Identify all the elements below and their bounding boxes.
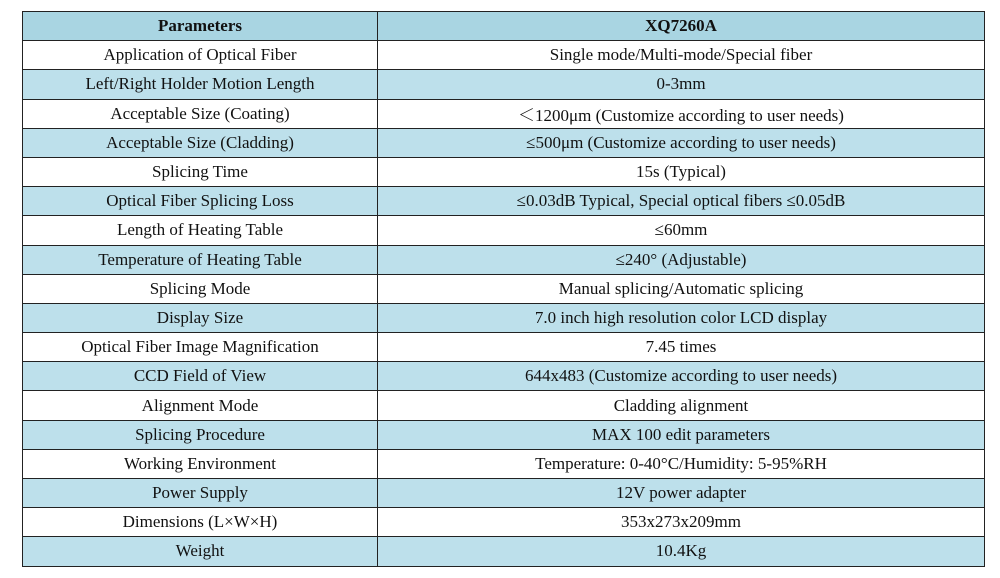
parameter-value: 7.0 inch high resolution color LCD display: [378, 303, 985, 332]
parameter-value: Temperature: 0-40°C/Humidity: 5-95%RH: [378, 449, 985, 478]
parameter-name: Temperature of Heating Table: [23, 245, 378, 274]
parameter-name: Splicing Procedure: [23, 420, 378, 449]
table-row: [23, 537, 985, 566]
parameter-value: ≤500μm (Customize according to user needs): [378, 128, 985, 157]
table-row: [23, 187, 985, 216]
parameter-name: Optical Fiber Image Magnification: [23, 333, 378, 362]
parameter-value: 15s (Typical): [378, 157, 985, 186]
table-row: [23, 99, 985, 128]
parameter-value: ≤0.03dB Typical, Special optical fibers ≤0.05dB: [378, 187, 985, 216]
table-row: [23, 449, 985, 478]
table-row: [23, 274, 985, 303]
parameter-value: ＜1200μm (Customize according to user needs): [378, 99, 985, 128]
parameter-value: MAX 100 edit parameters: [378, 420, 985, 449]
parameter-name: Dimensions (L×W×H): [23, 508, 378, 537]
table-row: [23, 303, 985, 332]
parameter-name: Application of Optical Fiber: [23, 41, 378, 70]
parameter-value: 7.45 times: [378, 333, 985, 362]
parameter-name: Display Size: [23, 303, 378, 332]
parameter-name: Splicing Mode: [23, 274, 378, 303]
parameter-name: Splicing Time: [23, 157, 378, 186]
table-row: [23, 333, 985, 362]
table-row: [23, 245, 985, 274]
parameter-name: Left/Right Holder Motion Length: [23, 70, 378, 99]
table-row: [23, 420, 985, 449]
parameter-value: Single mode/Multi-mode/Special fiber: [378, 41, 985, 70]
parameter-name: Length of Heating Table: [23, 216, 378, 245]
parameter-value: ≤60mm: [378, 216, 985, 245]
table-header-row: [23, 12, 985, 41]
table-row: [23, 391, 985, 420]
column-header-model: XQ7260A: [378, 12, 985, 41]
parameter-name: Acceptable Size (Coating): [23, 99, 378, 128]
column-header-parameters: Parameters: [23, 12, 378, 41]
spec-table-container: [22, 11, 985, 567]
parameter-name: Working Environment: [23, 449, 378, 478]
parameter-value: 10.4Kg: [378, 537, 985, 566]
parameter-name: Power Supply: [23, 479, 378, 508]
parameter-name: Optical Fiber Splicing Loss: [23, 187, 378, 216]
parameter-name: CCD Field of View: [23, 362, 378, 391]
table-row: [23, 216, 985, 245]
parameter-value: ≤240° (Adjustable): [378, 245, 985, 274]
spec-table: [22, 11, 985, 567]
table-row: [23, 128, 985, 157]
table-row: [23, 41, 985, 70]
table-row: [23, 479, 985, 508]
parameter-name: Weight: [23, 537, 378, 566]
parameter-value: Cladding alignment: [378, 391, 985, 420]
table-row: [23, 362, 985, 391]
table-row: [23, 70, 985, 99]
table-row: [23, 508, 985, 537]
parameter-value: 644x483 (Customize according to user needs): [378, 362, 985, 391]
parameter-value: 0-3mm: [378, 70, 985, 99]
parameter-value: 353x273x209mm: [378, 508, 985, 537]
parameter-value: 12V power adapter: [378, 479, 985, 508]
parameter-name: Alignment Mode: [23, 391, 378, 420]
parameter-name: Acceptable Size (Cladding): [23, 128, 378, 157]
table-row: [23, 157, 985, 186]
parameter-value: Manual splicing/Automatic splicing: [378, 274, 985, 303]
